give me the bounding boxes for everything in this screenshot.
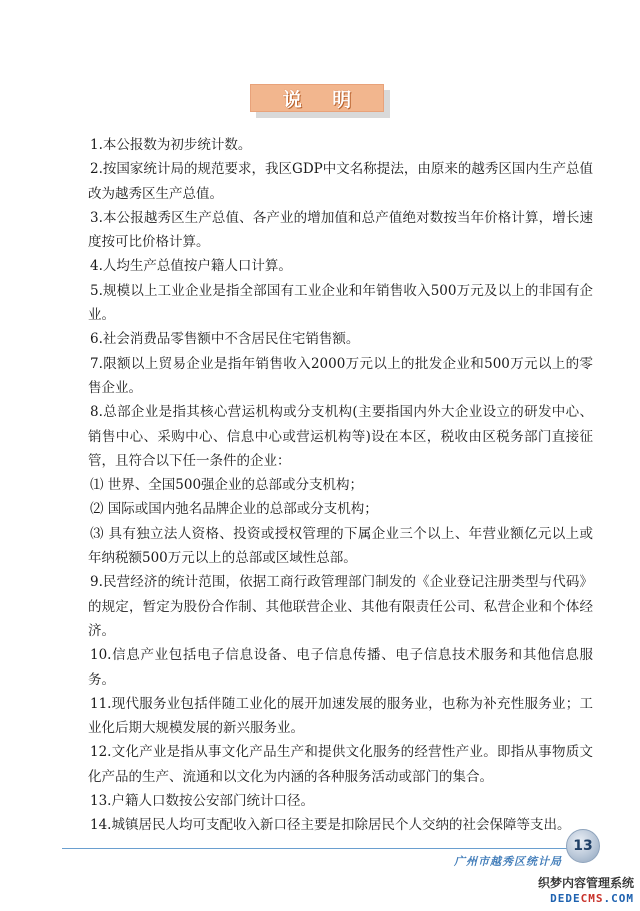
watermark-url-accent: CMS	[580, 892, 604, 905]
note-item-5: 5.规模以上工业企业是指全部国有工业企业和年销售收入500万元及以上的非国有企业。	[88, 282, 593, 324]
note-item-8: 8.总部企业是指其核心营运机构或分支机构(主要指国内外大企业设立的研发中心、销售中心、采购中心、信息中心或营运机构等)设在本区，税收由区税务部门直接征管，且符合以下任一条件的企业：	[88, 404, 593, 469]
note-subitem-2: ⑵ 国际或国内弛名品牌企业的总部或分支机构；	[90, 501, 378, 518]
watermark-url-prefix: DEDE	[550, 892, 581, 905]
footer-rule	[62, 848, 572, 849]
watermark-url	[550, 892, 634, 905]
note-item-10: 10.信息产业包括电子信息设备、电子信息传播、电子信息技术服务和其他信息服务。	[88, 647, 593, 688]
note-item-11: 11.现代服务业包括伴随工业化的展开加速发展的服务业，也称为补充性服务业；工业化后期大规模发展的新兴服务业。	[88, 695, 593, 737]
note-item-7: 7.限额以上贸易企业是指年销售收入2000万元以上的批发企业和500万元以上的零售企业。	[88, 355, 593, 396]
note-item-9: 9.民营经济的统计范围，依据工商行政管理部门制发的《企业登记注册类型与代码》的规定，暂定为股份合作制、其他联营企业、其他有限责任公司、私营企业和个体经济。	[88, 574, 593, 639]
page-number-badge	[566, 829, 600, 863]
note-item-2: 2.按国家统计局的规范要求，我区GDP中文名称提法，由原来的越秀区国内生产总值改为越秀区生产总值。	[88, 161, 593, 202]
note-item-12: 12.文化产业是指从事文化产品生产和提供文化服务的经营性产业。即指从事物质文化产品的生产、流通和以文化为内涵的各种服务活动或部门的集合。	[88, 744, 593, 785]
footer-publisher: 广州市越秀区统计局	[454, 855, 562, 868]
title-box	[250, 84, 390, 114]
note-item-3: 3.本公报越秀区生产总值、各产业的增加值和总产值绝对数按当年价格计算，增长速度按可比价格计算。	[88, 209, 593, 251]
watermark	[512, 872, 640, 911]
note-item-4: 4.人均生产总值按户籍人口计算。	[90, 258, 292, 275]
watermark-url-suffix: .COM	[603, 892, 634, 905]
note-item-1: 1.本公报数为初步统计数。	[90, 137, 252, 153]
note-item-13: 13.户籍人口数按公安部门统计口径。	[90, 793, 314, 810]
watermark-title: 织梦内容管理系统	[537, 876, 634, 890]
page-number: 13	[573, 838, 593, 854]
note-subitem-1: ⑴ 世界、全国500强企业的总部或分支机构；	[90, 477, 364, 494]
note-subitem-3: ⑶ 具有独立法人资格、投资或授权管理的下属企业三个以上、年营业额亿元以上或年纳税额500万元以上的总部或区域性总部。	[88, 525, 593, 567]
notes-content	[88, 133, 593, 838]
note-item-14: 14.城镇居民人均可支配收入新口径主要是扣除居民个人交纳的社会保障等支出。	[90, 817, 571, 834]
title-bar	[250, 84, 384, 112]
note-item-6: 6.社会消费品零售额中不含居民住宅销售额。	[90, 331, 360, 348]
page-title: 说 明	[282, 88, 364, 111]
